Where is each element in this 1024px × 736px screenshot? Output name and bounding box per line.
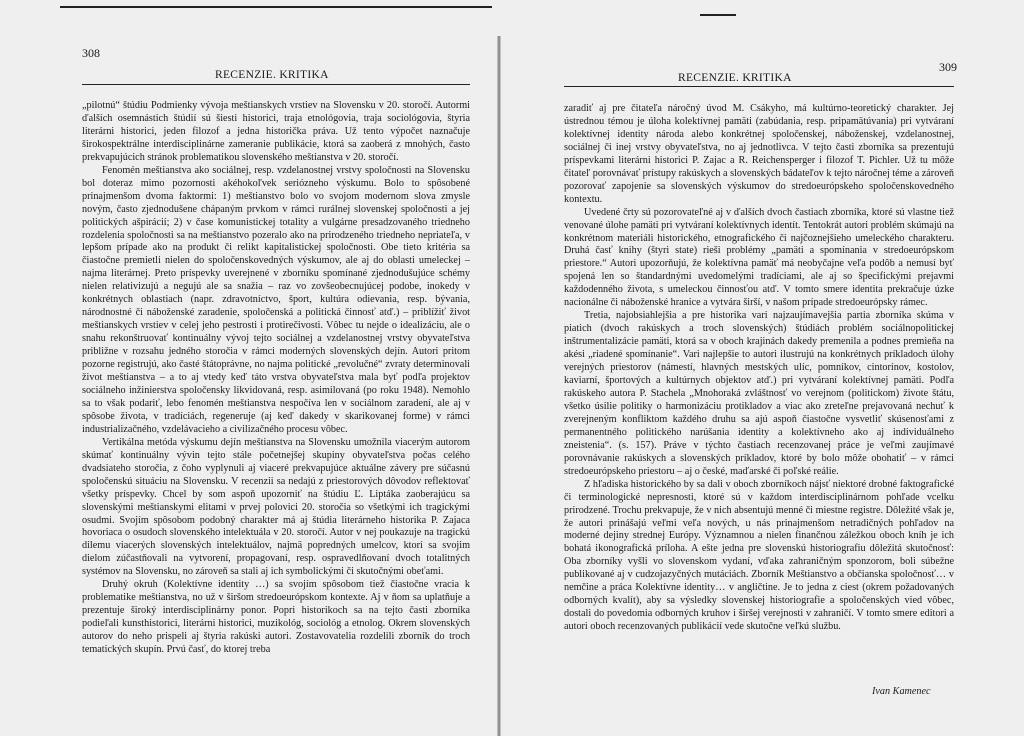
paragraph: Uvedené črty sú pozorovateľné aj v ďalších dvoch častiach zborníka, ktoré sú vlastne tiež venované úlohe pamäti pri vytváraní kolektívnych identít. Tentokrát autori problém skúmajú na konkrétnom materiáli historického, etnografického či najčoznejšieho umeleckého charakteru. Druhá časť knihy (štyri state) rieši problémy „pamäti a spomínania v stredoeurópskom priestore.“ Autori upozorňujú, že kolektívna pamäť má neobyčajne veľa podôb a nemusí byť spojená len so štandardnými uvedomelými tradíciami, ale aj so špecifickými prejavmi každodenného života, s umeleckou činnosťou atď. V tomto smere identita prekračuje úzke nacionálne či náboženské hranice a vytvára širší, v našom prípade stredoeurópsky rámec.	[564, 206, 954, 309]
running-head: RECENZIE. KRITIKA	[678, 72, 792, 84]
left-page	[0, 0, 500, 736]
paragraph: Vertikálna metóda výskumu dejín meštianstva na Slovensku umožnila viacerým autorom skúmať kontinuálny vývin tejto stále početnejšej skupiny obyvateľstva počas celého dvadsiateho storočia, z čoho vyplynuli aj viaceré prekvapujúce aktuálne závery pre súčasnú spoločenskú situáciu na Slovensku. V recenzii sa nedajú z priestorových dôvodov reflektovať všetky príspevky. Chcel by som aspoň upozorniť na štúdiu Ľ. Liptáka zaoberajúcu sa slovenskými meštianskymi elitami v prvej polovici 20. storočia so všetkými ich tragickými osudmi. Svojím spôsobom podobný charakter má aj štúdia literárneho historika P. Zajaca hovoriaca o osudoch slovenského intelektuála v 20. storočí. Autor v nej poukazuje na tragickú dilemu viacerých slovenských intelektuálov, najmä popredných umelcov, ktorí sa svojim dielom zúčastňovali na vytvorení, propagovaní, resp. ospravedlňovaní dvoch totalitných systémov na Slovensku, no zároveň sa stali aj ich symbolickými či skutočnými obeťami.	[82, 436, 470, 578]
page-number: 308	[82, 46, 100, 60]
paragraph: Tretia, najobsiahlejšia a pre historika vari najzaujímavejšia partia zborníka skúma v piatich (dvoch rakúskych a troch slovenských) štúdiách problém sociálnopolitickej inštrumentalizácie pamäti, ktorá sa v oboch krajinách dakedy premenila a podnes premieňa na akési „riadené spomínanie“. Vari najlepšie to autori ilustrujú na konkrétnych príkladoch úlohy verejných priestorov (námestí, hlavných mestských ulíc, pomníkov, cintorínov, kostolov, kaviarní, športových a kultúrnych objektov atď.) pri vytváraní kolektívnej pamäti. Podľa rakúskeho autora P. Stachela „Mnohoraká zvláštnosť vo verejnom (politickom) živote štátu, všetko úsilie politiky o harmonizáciu protikladov a viac ako zreteľne prejavovaná nechuť k zverejneným konfliktom každého druhu sa ajú aspoň čiastočne vysvetliť skúsenosťami z permanentného politického narúšania identity a kolektívneho ako aj individuálneho zneistenia“. (s. 157). Práve v týchto častiach recenzovanej práce je veľmi zaujímavé porovnávanie rakúskych a slovenských príkladov, ktoré by bolo môže obohatiť – v rámci stredoeurópskeho priestoru – aj o české, maďarské či poľské reálie.	[564, 310, 954, 477]
article-body	[564, 103, 954, 634]
running-head: RECENZIE. KRITIKA	[215, 69, 329, 81]
paragraph: Fenomén meštianstva ako sociálnej, resp. vzdelanostnej vrstvy spoločnosti na Slovensku bol doteraz mimo pozornosti akéhokoľvek seriózneho výskumu. Bolo to spôsobené prinajmenšom dvoma faktormi: 1) meštianstvo bolo vo svojom modernom slova zmysle novým, často zjednodušene chápaným prvkom v rámci rurálnej slovenskej spoločnosti a jej politických ašpirácií; 2) v čase komunistickej totality a vulgárne presadzovaného triedneho rozdelenia spoločnosti sa na meštianstvo pozeralo ako na prirodzeného triedneho nepriateľa, v lepšom prípade ako na produkt či relikt kapitalistickej spoločnosti. Obe tieto kritéria sa čiastočne premietli nielen do spoločenskovedných výskumov, ale aj do oblasti umeleckej – najma literárnej. Preto príspevky uverejnené v zborníku spomínané zjednodušujúce schémy nielen relativizujú a negujú ale sa snažia – raz vo zovšeobecnujúcej podobe, inokedy v konkrétnych oblastiach (napr. zdravotníctvo, šport, kultúra odievania, resp. bývania, národnostné či náboženské zaradenie, spoločenská a politická činnosť atď.) – priblížiť život meštianskych vrstiev v celej jeho pestrosti i protirečivosti. Vôbec tu nejde o idealizáciu, ale o snahu rekonštruovať kontinuálny vývoj tejto sociálnej a vzdelanostnej vrstvy obyvateľstva približne v rozsahu jedného storočia v rámci moderných slovenských dejín. Autori pritom pozorne registrujú, ako časté štátoprávne, no najma politické „revolučné“ zvraty determinovali život meštianstva – a to aj vtedy keď táto vrstva obyvateľstva mala byť podľa projektov sociálneho inžinierstva spoločensky likvidovaná, resp. asimilovaná (po roku 1948). Nemohlo sa to však podariť, lebo fenomén meštianstva nespočíva len v sociálnom zaradení, ale aj v spôsobe života, v tradíciách, regeneruje (aj keď dakedy v skarikovanej forme) v rámci industrializačného, vzdelávacieho a civilizačného procesu vôbec.	[82, 164, 470, 435]
page-number: 309	[939, 60, 957, 74]
top-edge-line	[60, 6, 492, 8]
paragraph: Z hľadiska historického by sa dali v oboch zborníkoch nájsť niektoré drobné faktografické či terminologické nepresnosti, ktoré sú v každom interdisciplinárnom pohľade vcelku prirodzené. Trochu prekvapuje, že v nich absentujú menné či miestne registre. Dôležité však je, že autori prinášajú veľmi veľa nových, u nás prinajmenšom netradičných pohľadov na moderné dejiny strednej Európy. Významnou a nielen finančnou záležkou oboch kníh je ich bohatá ikonografická príloha. A ešte jedna pre slovenskú historiografiu dôležitá skutočnosť: Oba zborníky vyšli vo slovenskom vydaní, vďaka zahraničným sponzorom, boli súbežne publikované aj v cudzojazyčných mutáciách. Zborník Meštianstvo a občianska spoločnosť… v nemčine a práca Kolektívne identity… v angličtine. Je to jedna z ciest (okrem požadovaných odborných kvalít), aby sa výsledky slovenskej historiografie a spoločenských vied vôbec, dostali do povedomia odborných kruhov i širšej verejnosti v zahraničí. V tomto smere editori a autori oboch recenzovaných publikácií vede skutočne veľkú službu.	[564, 478, 954, 633]
author-signature: Ivan Kamenec	[872, 686, 931, 697]
article-body	[82, 100, 470, 657]
header-rule	[82, 84, 470, 85]
paragraph: zaradiť aj pre čitateľa náročný úvod M. Csákyho, má kultúrno-teoretický charakter. Jej ústrednou témou je úloha kolektívnej pamäti (zabúdania, resp. pripamätúvania) pri vytváraní kolektívnej identity národa alebo konkrétnej spoločenskej, náboženskej, vzdelanostnej, sociálnej či inej vrstvy obyvateľstva, no aj jednotlivca. V tejto časti zborníka sa prezentujú príspevkami literárni historici P. Zajac a R. Reichensperger i filozof T. Pichler. Už tu môže čitateľ porovnávať prístupy rakúskych a slovenských bádateľov k tejto náročnej téme a zároveň pozorovať zapojenie sa slovenských výskumov do stredoeurópskeho spoločenskovedného kontextu.	[564, 103, 954, 205]
top-edge-mark	[700, 14, 736, 16]
header-rule	[564, 86, 954, 87]
right-page	[500, 0, 1024, 736]
paragraph: Druhý okruh (Kolektívne identity …) sa svojím spôsobom tiež čiastočne vracia k problematike meštianstva, no už v širšom stredoeurópskom kontexte. Aj v ňom sa uplatňuje a prezentuje široký interdisciplinárny ponor. Popri historikoch sa na tejto časti zborníka podieľali kunsthistorici, literárni historici, muzikológ, sociológ a etnolog. Okrem slovenských autorov do neho prispeli aj štyria rakúski autori. Zostavovatelia rozdelili zborník do troch tematických skupín. Prvú časť, do ktorej treba	[82, 579, 470, 656]
paragraph: „pilotnú“ štúdiu Podmienky vývoja meštianskych vrstiev na Slovensku v 20. storočí. Autormi ďalších osemnástich štúdií sú šiesti historici, traja etnológovia, traja sociológovia, štyria literárni historici, jeden filozof a jedna historička práva. Už tento výpočet naznačuje širokospektrálne interdisciplinárne zameranie publikácie, ktorá sa zaoberá z mnohých, často prekvapujúcich stránok problematikou slovenského meštianstva v 20. storočí.	[82, 100, 470, 163]
